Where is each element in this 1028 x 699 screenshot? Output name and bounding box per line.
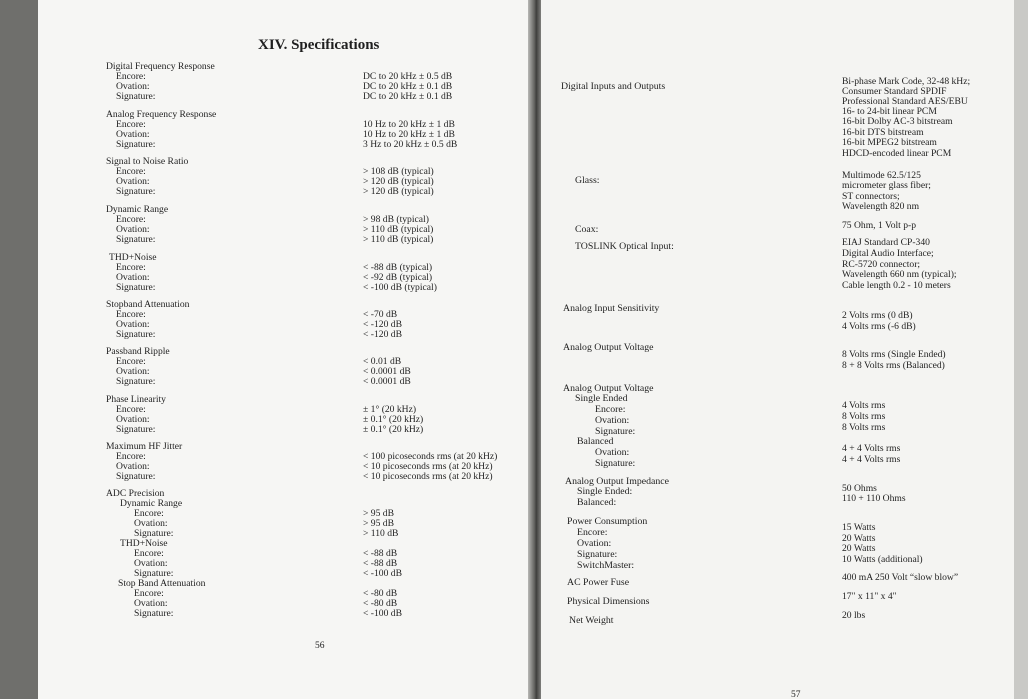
spec-label: Ovation:: [116, 319, 150, 330]
spec-label: Ovation:: [116, 129, 150, 140]
spec-value: < -88 dB: [363, 558, 398, 569]
spec-value: DC to 20 kHz ± 0.1 dB: [363, 81, 453, 92]
spec-value: < -88 dB (typical): [363, 262, 433, 273]
spec-value: < 0.0001 dB: [363, 366, 411, 377]
spec-value: < 10 picoseconds rms (at 20 kHz): [363, 471, 493, 482]
spec-label: Signature:: [116, 329, 156, 340]
spec-label: Digital Inputs and Outputs: [561, 81, 666, 92]
spec-label: Phase Linearity: [106, 394, 166, 405]
spec-label: Ovation:: [116, 461, 150, 472]
spec-value: > 95 dB: [363, 518, 394, 529]
spec-value: 20 Watts: [842, 533, 876, 544]
spec-value: ST connectors;: [842, 191, 900, 202]
spec-label: Signature:: [595, 426, 636, 437]
spec-label: Analog Frequency Response: [106, 109, 217, 120]
spec-value: 16- to 24-bit linear PCM: [842, 106, 937, 117]
spec-value: 15 Watts: [842, 522, 876, 533]
spec-label: Encore:: [134, 508, 164, 519]
spec-value: 4 + 4 Volts rms: [842, 443, 901, 454]
spec-label: AC Power Fuse: [567, 577, 630, 588]
spec-label: THD+Noise: [120, 538, 168, 549]
spec-value: ± 0.1° (20 kHz): [363, 414, 424, 425]
spec-value: DC to 20 kHz ± 0.1 dB: [363, 91, 453, 102]
spec-value: > 108 dB (typical): [363, 166, 434, 177]
page-number: 57: [791, 690, 801, 699]
spec-label: Glass:: [575, 175, 600, 186]
spec-value: < -100 dB: [363, 568, 402, 579]
spec-label: Analog Output Voltage: [563, 342, 654, 353]
spec-value: < -100 dB: [363, 608, 402, 619]
spec-value: Cable length 0.2 - 10 meters: [842, 280, 951, 291]
spec-value: 20 lbs: [842, 610, 866, 621]
spec-value: > 110 dB (typical): [363, 234, 434, 245]
spec-value: > 120 dB (typical): [363, 176, 434, 187]
spec-label: Encore:: [595, 404, 626, 415]
spec-label: Encore:: [577, 527, 608, 538]
spec-label: Analog Output Impedance: [565, 476, 669, 487]
spec-value: Multimode 62.5/125: [842, 170, 921, 181]
spec-value: 4 + 4 Volts rms: [842, 454, 901, 465]
spec-value: < -92 dB (typical): [363, 272, 433, 283]
book-edge-left: [0, 0, 38, 699]
spec-label: Ovation:: [116, 366, 150, 377]
spec-value: Professional Standard AES/EBU: [842, 96, 968, 107]
spec-value: 10 Watts (additional): [842, 554, 923, 565]
spec-label: Signature:: [134, 568, 174, 579]
spec-label: Passband Ripple: [106, 346, 170, 357]
spec-value: > 95 dB: [363, 508, 394, 519]
spec-value: < -80 dB: [363, 588, 398, 599]
spec-value: Wavelength 660 nm (typical);: [842, 269, 957, 280]
spec-label: Stopband Attenuation: [106, 299, 190, 310]
spec-label: Ovation:: [116, 414, 150, 425]
spec-label: Encore:: [116, 119, 146, 130]
spec-label: Encore:: [116, 71, 146, 82]
spec-label: Maximum HF Jitter: [106, 441, 183, 452]
spec-value: 4 Volts rms (-6 dB): [842, 321, 916, 332]
spec-label: Analog Input Sensitivity: [563, 303, 660, 314]
spec-label: THD+Noise: [109, 252, 157, 263]
spec-label: Encore:: [116, 356, 146, 367]
spec-label: Encore:: [134, 588, 164, 599]
spec-label: Signature:: [116, 376, 156, 387]
spec-label: Stop Band Attenuation: [118, 578, 206, 589]
spec-value: 8 + 8 Volts rms (Balanced): [842, 360, 945, 371]
spec-value: 16-bit Dolby AC-3 bitstream: [842, 116, 953, 127]
page-title: XIV. Specifications: [258, 37, 380, 53]
spec-value: > 110 dB (typical): [363, 224, 434, 235]
spec-value: < 10 picoseconds rms (at 20 kHz): [363, 461, 493, 472]
spec-label: Signature:: [116, 234, 156, 245]
spec-label: Encore:: [116, 309, 146, 320]
spec-value: Consumer Standard SPDIF: [842, 86, 947, 97]
spec-value: micrometer glass fiber;: [842, 180, 931, 191]
spec-value: < 0.01 dB: [363, 356, 402, 367]
spec-label: Ovation:: [134, 558, 168, 569]
spec-value: 110 + 110 Ohms: [842, 493, 906, 504]
spec-value: 16-bit DTS bitstream: [842, 127, 924, 138]
spec-value: ± 0.1° (20 kHz): [363, 424, 424, 435]
spec-value: < -120 dB: [363, 329, 402, 340]
spec-value: RC-5720 connector;: [842, 259, 921, 270]
spec-label: Physical Dimensions: [567, 596, 650, 607]
page-57: [541, 0, 1028, 699]
spec-label: Ovation:: [116, 224, 150, 235]
spec-label: Ovation:: [116, 272, 150, 283]
spec-label: Signature:: [116, 424, 156, 435]
spec-label: Encore:: [134, 548, 164, 559]
spec-label: Coax:: [575, 224, 599, 235]
spec-label: Signature:: [116, 91, 156, 102]
spec-label: Ovation:: [116, 81, 150, 92]
spec-value: Wavelength 820 nm: [842, 201, 920, 212]
spec-value: 8 Volts rms: [842, 411, 886, 422]
spec-label: Net Weight: [569, 615, 614, 626]
spec-label: Signature:: [116, 139, 156, 150]
spec-value: > 120 dB (typical): [363, 186, 434, 197]
spec-label: Ovation:: [134, 518, 168, 529]
spec-value: EIAJ Standard CP-340: [842, 237, 930, 248]
spec-label: Signature:: [134, 608, 174, 619]
spec-label: Analog Output Voltage: [563, 383, 654, 394]
spec-label: Encore:: [116, 262, 146, 273]
spec-value: > 98 dB (typical): [363, 214, 429, 225]
spec-label: Dynamic Range: [120, 498, 183, 509]
spec-label: Dynamic Range: [106, 204, 169, 215]
spec-value: 17" x 11" x 4": [842, 591, 897, 602]
spec-label: ADC Precision: [106, 488, 165, 499]
spec-label: Encore:: [116, 214, 146, 225]
spec-label: Signature:: [577, 549, 618, 560]
spec-value: < -120 dB: [363, 319, 402, 330]
spec-label: Ovation:: [595, 415, 630, 426]
spec-label: Balanced: [577, 436, 614, 447]
spec-value: 8 Volts rms: [842, 422, 886, 433]
spec-value: < -88 dB: [363, 548, 398, 559]
spec-label: Signature:: [134, 528, 174, 539]
spec-value: < -100 dB (typical): [363, 282, 437, 293]
spec-label: Single Ended: [575, 393, 628, 404]
spec-value: 16-bit MPEG2 bitstream: [842, 137, 937, 148]
spec-label: Ovation:: [595, 447, 630, 458]
spec-label: Ovation:: [134, 598, 168, 609]
page-edge-shadow: [1014, 0, 1028, 699]
spec-label: Digital Frequency Response: [106, 61, 215, 72]
spec-value: 75 Ohm, 1 Volt p-p: [842, 220, 917, 231]
spec-value: 8 Volts rms (Single Ended): [842, 349, 946, 360]
spec-value: < 100 picoseconds rms (at 20 kHz): [363, 451, 498, 462]
page-number: 56: [315, 641, 325, 651]
spec-label: Encore:: [116, 451, 146, 462]
spec-value: 20 Watts: [842, 543, 876, 554]
spec-label: Encore:: [116, 166, 146, 177]
spec-label: Power Consumption: [567, 516, 648, 527]
spec-label: Balanced:: [577, 497, 617, 508]
spec-label: Signature:: [116, 282, 156, 293]
spec-label: Signature:: [116, 471, 156, 482]
spec-label: Ovation:: [577, 538, 612, 549]
spec-value: Bi-phase Mark Code, 32-48 kHz;: [842, 76, 971, 87]
spec-label: Ovation:: [116, 176, 150, 187]
spec-value: Digital Audio Interface;: [842, 248, 934, 259]
spec-value: 50 Ohms: [842, 483, 877, 494]
spec-value: > 110 dB: [363, 528, 399, 539]
spec-label: Signature:: [595, 458, 636, 469]
spec-value: 4 Volts rms: [842, 400, 886, 411]
spec-label: Single Ended:: [577, 486, 633, 497]
spec-value: < -70 dB: [363, 309, 398, 320]
spec-value: 2 Volts rms (0 dB): [842, 310, 913, 321]
spec-value: 10 Hz to 20 kHz ± 1 dB: [363, 119, 455, 130]
spec-value: 3 Hz to 20 kHz ± 0.5 dB: [363, 139, 458, 150]
page-56: [38, 0, 530, 699]
spec-label: SwitchMaster:: [577, 560, 635, 571]
spec-value: DC to 20 kHz ± 0.5 dB: [363, 71, 453, 82]
spec-value: 10 Hz to 20 kHz ± 1 dB: [363, 129, 455, 140]
spec-value: ± 1° (20 kHz): [363, 404, 417, 415]
spec-value: < -80 dB: [363, 598, 398, 609]
spec-value: HDCD-encoded linear PCM: [842, 148, 952, 159]
spec-value: 400 mA 250 Volt “slow blow”: [842, 572, 959, 583]
spec-label: Signature:: [116, 186, 156, 197]
spec-value: < 0.0001 dB: [363, 376, 411, 387]
spec-label: Encore:: [116, 404, 146, 415]
spec-label: Signal to Noise Ratio: [106, 156, 189, 167]
spec-label: TOSLINK Optical Input:: [575, 241, 674, 252]
